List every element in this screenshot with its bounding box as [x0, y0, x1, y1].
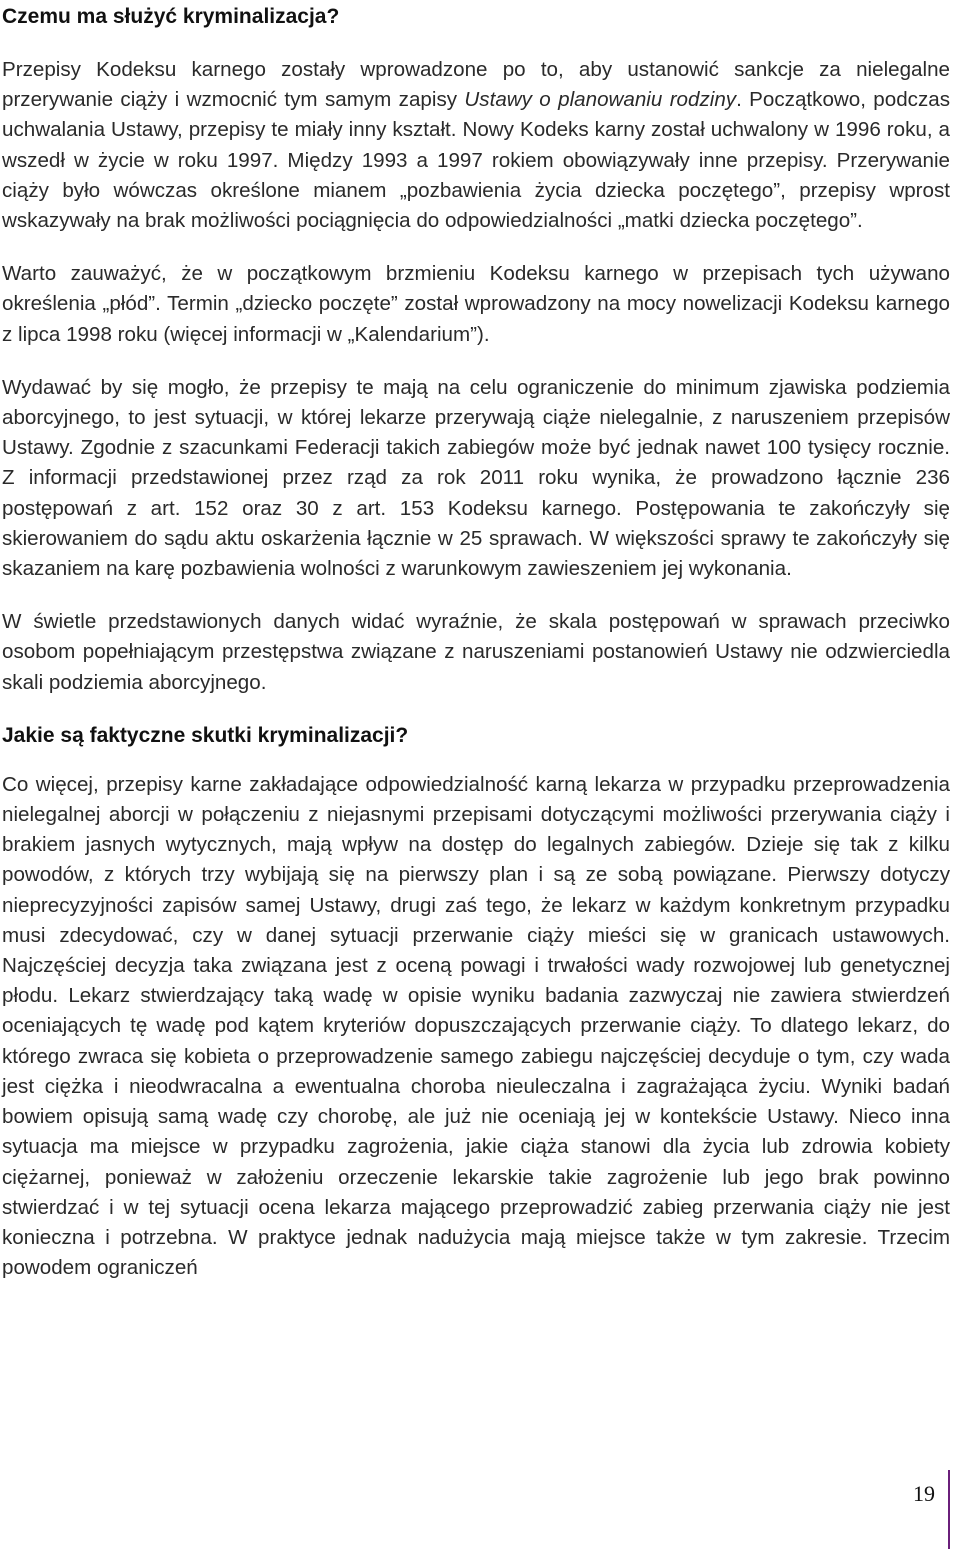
page-number-rule — [948, 1470, 950, 1549]
paragraph-text: . Początkowo, podczas uchwalania Ustawy, przepisy te miały inny kształt. Nowy Kodeks karny został uchwalony w 1996 roku, a wszedł w życie w roku 1997. Między 1993 a 1997 rokiem obowiązywały inne przepisy. Przerywanie ciąży było wówczas określone mianem „pozbawienia życia dziecka poczętego”, przepisy wprost wskazywały na brak możliwości pociągnięcia do odpowiedzialności „matki dziecka poczętego”. — [2, 88, 951, 233]
paragraph-conclusion: W świetle przedstawionych danych widać wyraźnie, że skala postępowań w sprawach przeciwko osobom popełniającym przestępstwa związane z naruszeniami postanowień Ustawy nie odzwierciedla skali podziemia aborcyjnego. — [2, 610, 950, 694]
paragraph-effects: Co więcej, przepisy karne zakładające odpowiedzialność karną lekarza w przypadku przeprowadzenia nielegalnej aborcji w połączeniu z niejasnymi przepisami dotyczącymi możliwości przerywania ciąży i brakiem jasnych wytycznych, mają wpływ na dostęp do legalnych zabiegów. Dzieje się tak z kilku powodów, z których trzy wybijają się na pierwszy plan i są ze sobą powiązane. Pierwszy dotyczy nieprecyzyjności zapisów samej Ustawy, drugi zaś tego, że lekarz w każdym konkretnym przypadku musi zdecydować, czy w danej sytuacji przerwanie ciąży mieści się w granicach ustawowych. Najczęściej decyzja taka związana jest z oceną powagi i trwałości wady rozwojowej lub genetycznej płodu. Lekarz stwierdzający taką wadę w opisie wyniku badania zazwyczaj nie zawiera stwierdzeń oceniających tę wadę pod kątem kryteriów dopuszczających przerwanie ciąży. To dlatego lekarz, do którego zwraca się kobieta o przeprowadzenie samego zabiegu najczęściej decyduje o tym, czy wada jest ciężka i nieodwracalna a ewentualna choroba nieuleczalna i zagrażająca życiu. Wyniki badań bowiem opisują samą wadę czy chorobę, ale już nie oceniają jej w kontekście Ustawy. Nieco inna sytuacja ma miejsce w przypadku zagrożenia, jakie ciąża stanowi dla życia lub zdrowia kobiety ciężarnej, ponieważ w założeniu orzeczenie lekarskie takie zagrożenie lub jego brak powinno stwierdzać i w tej sytuacji ocena lekarza mającego przeprowadzić zabieg przerwania ciąży nie jest konieczna i potrzebna. W praktyce jednak nadużycia mają miejsce także w tym zakresie. Trzecim powodem ograniczeń — [2, 772, 950, 1280]
section-heading-criminalization-purpose: Czemu ma służyć kryminalizacja? — [2, 5, 340, 28]
page-number: 19 — [913, 1481, 935, 1506]
document-page — [2, 0, 950, 1306]
paragraph-penal-code-history — [2, 55, 950, 236]
act-title-italic: Ustawy o planowaniu rodziny — [464, 88, 737, 112]
paragraph-terminology: Warto zauważyć, że w początkowym brzmieniu Kodeksu karnego w przepisach tych używano określenia „płód”. Termin „dziecko poczęte” został wprowadzony na mocy nowelizacji Kodeksu karnego z lipca 1998 roku (więcej informacji w „Kalendarium”). — [2, 262, 950, 346]
section-heading-actual-effects: Jakie są faktyczne skutki kryminalizacji? — [2, 723, 409, 747]
paragraph-text: Przepisy Kodeksu karnego zostały wprowadzone po to, aby ustanowić sankcje za nielegalne przerywanie ciąży i wzmocnić tym samym zapisy — [2, 58, 950, 112]
paragraph-abortion-underground: Wydawać by się mogło, że przepisy te mają na celu ograniczenie do minimum zjawiska podziemia aborcyjnego, to jest sytuacji, w której lekarze przerywają ciąże nielegalnie, z naruszeniem przepisów Ustawy. Zgodnie z szacunkami Federacji takich zabiegów może być jednak nawet 100 tysięcy rocznie. Z informacji przedstawionej przez rząd za rok 2011 roku wynika, że prowadzono łącznie 236 postępowań z art. 152 oraz 30 z art. 153 Kodeksu karnego. Postępowania te zakończyły się skierowaniem do sądu aktu oskarżenia łącznie w 25 sprawach. W większości sprawy te zakończyły się skazaniem na karę pozbawienia wolności z warunkowym zawieszeniem jej wykonania. — [2, 375, 950, 581]
